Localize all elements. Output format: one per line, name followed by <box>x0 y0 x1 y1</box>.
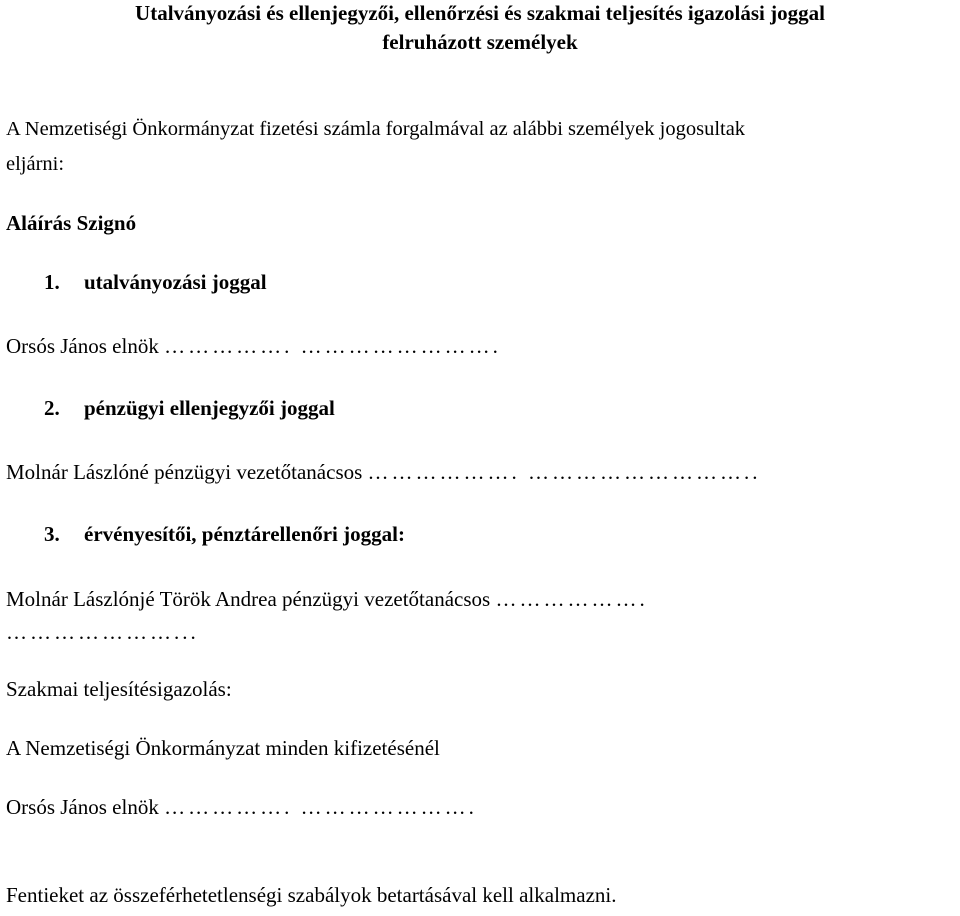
signature-header: Aláírás Szignó <box>6 211 137 235</box>
section-1-person: Orsós János elnök <box>6 334 159 358</box>
section-2-number: 2. <box>44 396 60 420</box>
professional-text: A Nemzetiségi Önkormányzat minden kifizetésénél <box>6 736 440 760</box>
section-3-title: érvényesítői, pénztárellenőri joggal: <box>84 522 405 546</box>
section-3-signature-line <box>6 587 648 611</box>
section-1-signature-line <box>6 334 501 358</box>
section-2-signature-line <box>6 460 761 484</box>
professional-signature-line <box>6 795 477 819</box>
section-1-number: 1. <box>44 270 60 294</box>
closing-statement: Fentieket az összeférhetetlenségi szabályok betartásával kell alkalmazni. <box>6 883 617 907</box>
section-1-dots: ……………. ……………………. <box>164 334 501 358</box>
intro-line-1: A Nemzetiségi Önkormányzat fizetési számla forgalmával az alábbi személyek jogosultak <box>6 118 746 140</box>
professional-dots: ……………. …………………. <box>164 795 477 819</box>
section-3-heading <box>44 522 405 546</box>
section-3-person: Molnár Lászlónjé Török Andrea pénzügyi vezetőtanácsos <box>6 587 491 611</box>
document-title-line-2: felruházott személyek <box>382 30 578 54</box>
section-1-title: utalványozási joggal <box>84 270 267 294</box>
section-3-number: 3. <box>44 522 60 546</box>
section-3-dots: ………………. <box>495 587 648 611</box>
section-2-person: Molnár Lászlóné pénzügyi vezetőtanácsos <box>6 460 363 484</box>
intro-line-2: eljárni: <box>6 153 65 175</box>
section-2-dots: ………………. ……………………….. <box>367 460 761 484</box>
section-3-dots-continued: …………………... <box>6 620 199 644</box>
section-2-heading <box>44 396 335 420</box>
section-1-heading <box>44 270 267 294</box>
professional-heading: Szakmai teljesítésigazolás: <box>6 677 232 701</box>
document-title-line-1: Utalványozási és ellenjegyzői, ellenőrzési és szakmai teljesítés igazolási joggal <box>135 1 825 25</box>
section-2-title: pénzügyi ellenjegyzői joggal <box>84 396 335 420</box>
professional-person: Orsós János elnök <box>6 795 159 819</box>
